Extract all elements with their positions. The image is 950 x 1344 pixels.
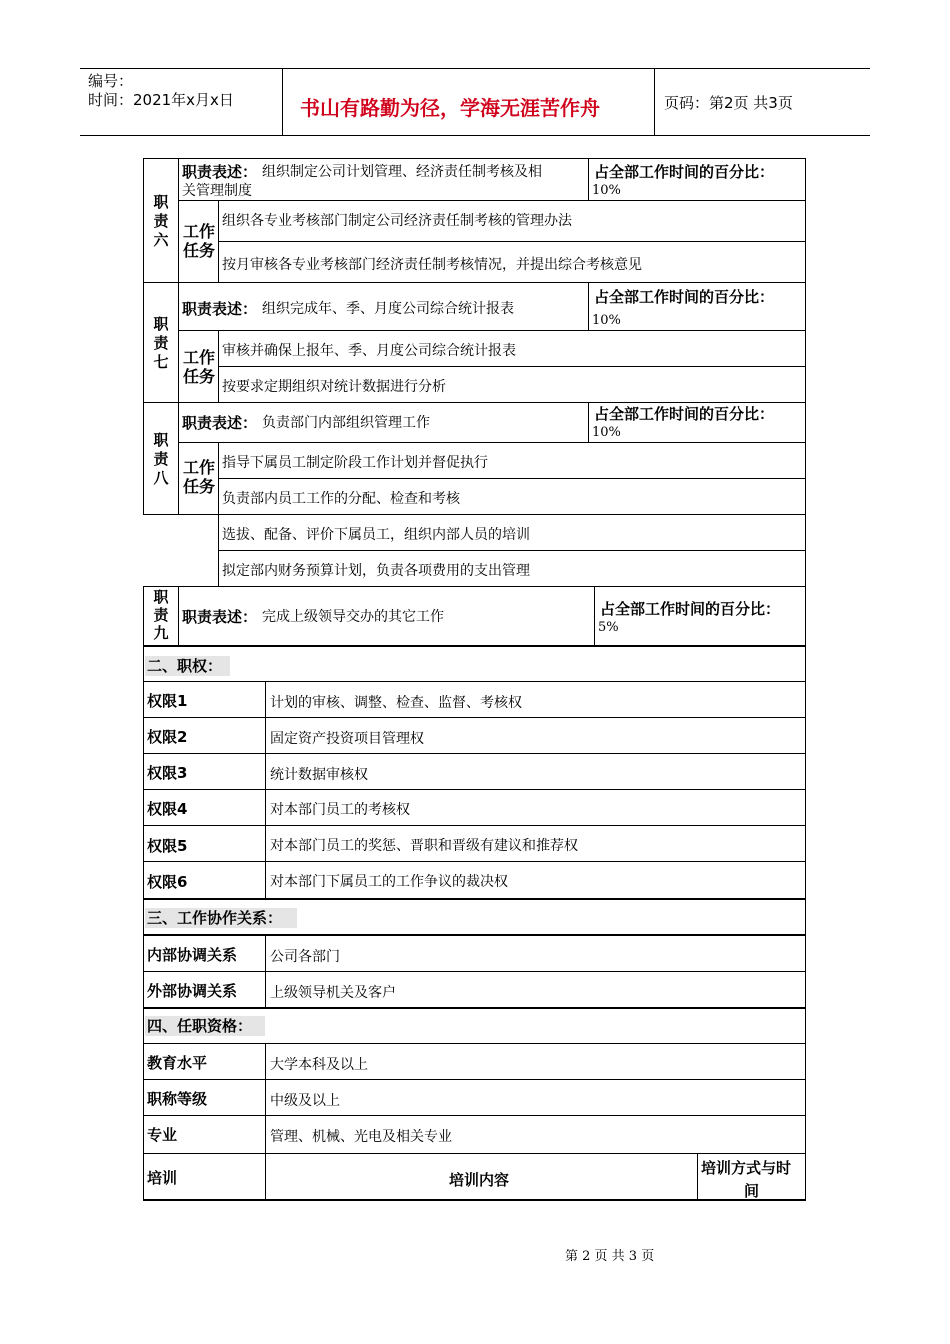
internal-relation-value: 公司各部门 [270, 949, 340, 965]
right-label-2: 权限2 [147, 728, 188, 746]
right-label-6: 权限6 [147, 873, 188, 891]
duty9-desc-label: 职责表述： [182, 608, 258, 626]
duty8-pct-value: 10% [592, 425, 621, 440]
header-page-label: 页码：第2页 共3页 [664, 94, 793, 112]
duty8-task-label: 工作 任务 [182, 458, 215, 496]
education-value: 大学本科及以上 [270, 1057, 368, 1073]
duty7-pct-label: 占全部工作时间的百分比： [594, 288, 775, 306]
duty8-title: 职 责 八 [153, 431, 169, 487]
duty6-desc-line2: 关管理制度 [182, 183, 252, 199]
duty7-desc-label: 职责表述： [182, 300, 258, 318]
duty8-task-1: 指导下属员工制定阶段工作计划并督促执行 [222, 455, 488, 471]
right-label-3: 权限3 [147, 764, 188, 782]
duty8-task-4: 拟定部内财务预算计划，负责各项费用的支出管理 [222, 563, 530, 579]
training-label: 培训 [147, 1169, 178, 1187]
section3-heading: 三、工作协作关系： [147, 909, 283, 927]
right-label-1: 权限1 [147, 692, 188, 710]
header-motto: 书山有路勤为径，学海无涯苦作舟 [300, 96, 600, 120]
right-value-1: 计划的审核、调整、检查、监督、考核权 [270, 695, 522, 711]
right-value-6: 对本部门下属员工的工作争议的裁决权 [270, 874, 508, 890]
section2-heading: 二、职权： [147, 657, 223, 675]
training-method-header-line1: 培训方式与时 [701, 1159, 792, 1177]
duty8-task-3: 选拔、配备、评价下属员工，组织内部人员的培训 [222, 527, 530, 543]
duty9-desc-line1: 完成上级领导交办的其它工作 [262, 609, 444, 625]
duty8-pct-label: 占全部工作时间的百分比： [594, 405, 775, 423]
training-content-header: 培训内容 [449, 1171, 510, 1189]
duty7-task-1: 审核并确保上报年、季、月度公司综合统计报表 [222, 343, 516, 359]
right-label-5: 权限5 [147, 837, 188, 855]
title-level-value: 中级及以上 [270, 1093, 340, 1109]
right-value-5: 对本部门员工的奖惩、晋职和晋级有建议和推荐权 [270, 838, 578, 854]
duty7-title: 职 责 七 [153, 315, 169, 371]
title-level-label: 职称等级 [147, 1090, 208, 1108]
duty6-task-1: 组织各专业考核部门制定公司经济责任制考核的管理办法 [222, 213, 572, 229]
duty6-task-2: 按月审核各专业考核部门经济责任制考核情况，并提出综合考核意见 [222, 257, 642, 273]
duty8-task-2: 负责部内员工工作的分配、检查和考核 [222, 491, 460, 507]
duty7-pct-value: 10% [592, 313, 621, 328]
duty6-title: 职 责 六 [153, 193, 169, 249]
duty8-desc-label: 职责表述： [182, 414, 258, 432]
duty9-pct-label: 占全部工作时间的百分比： [600, 600, 781, 618]
external-relation-value: 上级领导机关及客户 [270, 985, 396, 1001]
duty6-desc-label: 职责表述： [182, 163, 258, 181]
external-relation-label: 外部协调关系 [147, 982, 238, 1000]
duty6-pct-label: 占全部工作时间的百分比： [594, 163, 775, 181]
footer-page-number: 第 2 页 共 3 页 [565, 1249, 655, 1264]
duty9-title: 职 责 九 [153, 588, 169, 642]
major-label: 专业 [147, 1126, 178, 1144]
duty9-pct-value: 5% [598, 620, 619, 635]
internal-relation-label: 内部协调关系 [147, 946, 238, 964]
right-value-3: 统计数据审核权 [270, 767, 368, 783]
right-value-4: 对本部门员工的考核权 [270, 802, 410, 818]
duty7-task-label: 工作 任务 [182, 348, 215, 386]
duty6-task-label: 工作 任务 [182, 222, 215, 260]
training-method-header-line2: 间 [744, 1182, 760, 1200]
header-number-label: 编号： [88, 72, 134, 90]
duty8-desc-line1: 负责部门内部组织管理工作 [262, 415, 430, 431]
duty7-desc-line1: 组织完成年、季、月度公司综合统计报表 [262, 301, 514, 317]
header-time-label: 时间：2021年x月x日 [88, 91, 234, 109]
duty6-pct-value: 10% [592, 183, 621, 198]
right-value-2: 固定资产投资项目管理权 [270, 731, 424, 747]
right-label-4: 权限4 [147, 800, 188, 818]
duty7-task-2: 按要求定期组织对统计数据进行分析 [222, 379, 446, 395]
duty6-desc-line1: 组织制定公司计划管理、经济责任制考核及相 [262, 164, 542, 180]
education-label: 教育水平 [147, 1054, 208, 1072]
major-value: 管理、机械、光电及相关专业 [270, 1129, 452, 1145]
section4-heading: 四、任职资格： [147, 1017, 253, 1035]
